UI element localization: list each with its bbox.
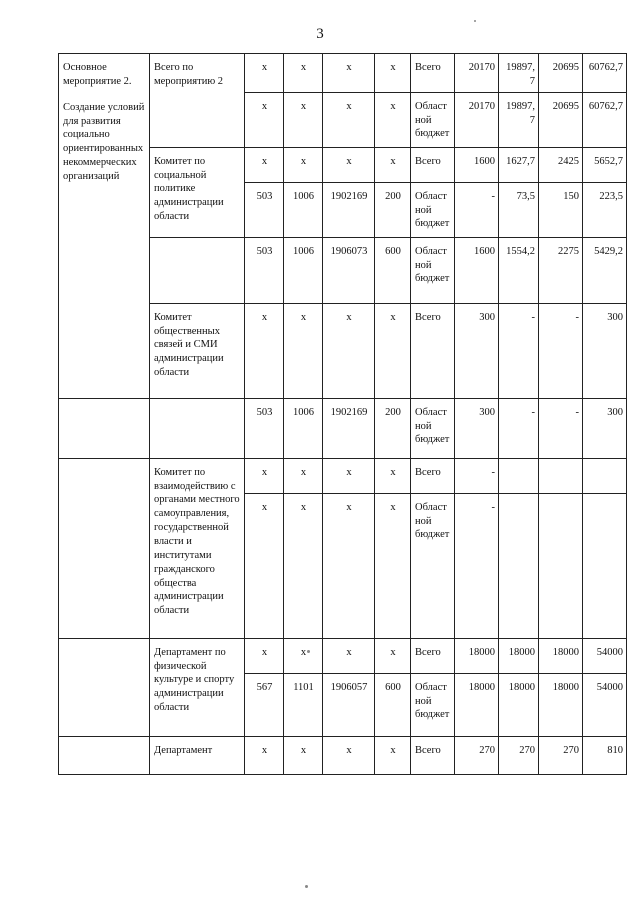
cell-col-6: x [375, 147, 411, 182]
cell-col-10: 2425 [539, 147, 583, 182]
empty-description-cell [59, 458, 150, 638]
empty-description-cell [59, 736, 150, 774]
cell-col-11: 54000 [583, 673, 627, 736]
executor-cell: Всего по мероприятию 2 [150, 54, 245, 148]
cell-col-10: 18000 [539, 638, 583, 673]
cell-col-10: 18000 [539, 673, 583, 736]
table-row [59, 458, 627, 493]
executor-cell: Комитет общественных связей и СМИ администрации области [150, 303, 245, 398]
cell-col-5: x [323, 92, 375, 147]
cell-col-9 [499, 493, 539, 638]
cell-col-11: 5429,2 [583, 237, 627, 303]
cell-col-8: 18000 [455, 673, 499, 736]
cell-col-10 [539, 493, 583, 638]
cell-col-3: x [245, 458, 284, 493]
cell-col-7: Всего [411, 638, 455, 673]
cell-col-6: 600 [375, 237, 411, 303]
cell-col-7: Всего [411, 54, 455, 93]
cell-col-10: 20695 [539, 92, 583, 147]
cell-col-7: Областной бюджет [411, 398, 455, 458]
cell-col-10: 20695 [539, 54, 583, 93]
cell-col-5: x [323, 54, 375, 93]
cell-col-6: x [375, 303, 411, 398]
cell-col-4: x [284, 493, 323, 638]
cell-col-11: 54000 [583, 638, 627, 673]
cell-col-3: x [245, 147, 284, 182]
cell-col-6: x [375, 638, 411, 673]
cell-col-10: 150 [539, 182, 583, 237]
cell-col-10: - [539, 303, 583, 398]
cell-col-3: x [245, 92, 284, 147]
cell-col-10 [539, 458, 583, 493]
cell-col-9: 18000 [499, 673, 539, 736]
cell-col-7: Областной бюджет [411, 493, 455, 638]
executor-cell [150, 398, 245, 458]
cell-col-3: 567 [245, 673, 284, 736]
table-row [59, 54, 627, 93]
cell-col-9 [499, 458, 539, 493]
cell-col-8: 1600 [455, 237, 499, 303]
cell-col-3: x [245, 303, 284, 398]
cell-col-7: Областной бюджет [411, 237, 455, 303]
scan-speck [474, 20, 476, 22]
cell-col-11 [583, 493, 627, 638]
cell-col-11: 5652,7 [583, 147, 627, 182]
measure-title: Основное мероприятие 2. [63, 62, 132, 87]
cell-col-3: x [245, 736, 284, 774]
table-row [59, 638, 627, 673]
scan-speck [307, 650, 310, 653]
cell-col-4: 1006 [284, 182, 323, 237]
cell-col-5: x [323, 303, 375, 398]
cell-col-4: x [284, 92, 323, 147]
cell-col-5: 1902169 [323, 398, 375, 458]
cell-col-6: x [375, 458, 411, 493]
cell-col-4: x [284, 303, 323, 398]
cell-col-7: Всего [411, 458, 455, 493]
cell-col-4: x [284, 638, 323, 673]
empty-description-cell [59, 638, 150, 736]
cell-col-4: x [284, 147, 323, 182]
cell-col-9: 19897,7 [499, 92, 539, 147]
cell-col-8: 300 [455, 303, 499, 398]
cell-col-9: 19897,7 [499, 54, 539, 93]
cell-col-7: Областной бюджет [411, 92, 455, 147]
cell-col-10: 2275 [539, 237, 583, 303]
executor-cell: Комитет по социальной политике администрации области [150, 147, 245, 237]
cell-col-5: x [323, 458, 375, 493]
cell-col-6: 600 [375, 673, 411, 736]
cell-col-5: x [323, 493, 375, 638]
cell-col-8: 20170 [455, 92, 499, 147]
cell-col-6: 200 [375, 182, 411, 237]
table-row [59, 736, 627, 774]
cell-col-3: x [245, 54, 284, 93]
cell-col-7: Всего [411, 736, 455, 774]
empty-description-cell [59, 398, 150, 458]
cell-col-4: x [284, 458, 323, 493]
cell-col-8: 270 [455, 736, 499, 774]
cell-col-7: Областной бюджет [411, 182, 455, 237]
cell-col-8: 300 [455, 398, 499, 458]
cell-col-11: 300 [583, 398, 627, 458]
cell-col-8: 20170 [455, 54, 499, 93]
cell-col-7: Областной бюджет [411, 673, 455, 736]
cell-col-9: 18000 [499, 638, 539, 673]
cell-col-11: 60762,7 [583, 92, 627, 147]
cell-col-7: Всего [411, 303, 455, 398]
cell-col-5: 1906057 [323, 673, 375, 736]
cell-col-11: 60762,7 [583, 54, 627, 93]
budget-table [58, 53, 627, 775]
cell-col-5: 1902169 [323, 182, 375, 237]
cell-col-10: - [539, 398, 583, 458]
executor-cell: Комитет по взаимодействию с органами местного самоуправления, государственной власти и институтами гражданского общества администрации области [150, 458, 245, 638]
cell-col-5: x [323, 638, 375, 673]
cell-col-4: 1101 [284, 673, 323, 736]
measure-goal: Создание условий для развития социально ориентированных некоммерческих организаций [63, 101, 145, 183]
cell-col-10: 270 [539, 736, 583, 774]
cell-col-9: 1554,2 [499, 237, 539, 303]
cell-col-8: - [455, 182, 499, 237]
cell-col-9: 270 [499, 736, 539, 774]
cell-col-6: x [375, 736, 411, 774]
cell-col-11: 810 [583, 736, 627, 774]
cell-col-4: x [284, 736, 323, 774]
table-row [59, 398, 627, 458]
cell-col-3: 503 [245, 182, 284, 237]
cell-col-9: 1627,7 [499, 147, 539, 182]
cell-col-6: 200 [375, 398, 411, 458]
cell-col-3: x [245, 493, 284, 638]
cell-col-11 [583, 458, 627, 493]
measure-description-cell [59, 54, 150, 399]
cell-col-4: 1006 [284, 237, 323, 303]
cell-col-3: 503 [245, 237, 284, 303]
spacer [63, 89, 146, 101]
cell-col-8: - [455, 458, 499, 493]
cell-col-8: - [455, 493, 499, 638]
cell-col-5: x [323, 736, 375, 774]
page-number: 3 [316, 26, 324, 42]
cell-col-6: x [375, 493, 411, 638]
cell-col-8: 1600 [455, 147, 499, 182]
cell-col-7: Всего [411, 147, 455, 182]
cell-col-4: x [284, 54, 323, 93]
cell-col-6: x [375, 54, 411, 93]
executor-cell: Департамент по физической культуре и спорту администрации области [150, 638, 245, 736]
cell-col-8: 18000 [455, 638, 499, 673]
cell-col-9: 73,5 [499, 182, 539, 237]
cell-col-5: x [323, 147, 375, 182]
cell-col-9: - [499, 303, 539, 398]
cell-col-5: 1906073 [323, 237, 375, 303]
cell-col-3: 503 [245, 398, 284, 458]
cell-col-11: 223,5 [583, 182, 627, 237]
cell-col-11: 300 [583, 303, 627, 398]
executor-cell: Департамент [150, 736, 245, 774]
cell-col-4: 1006 [284, 398, 323, 458]
executor-cell [150, 237, 245, 303]
cell-col-6: x [375, 92, 411, 147]
scan-speck [305, 885, 308, 888]
cell-col-9: - [499, 398, 539, 458]
cell-col-3: x [245, 638, 284, 673]
